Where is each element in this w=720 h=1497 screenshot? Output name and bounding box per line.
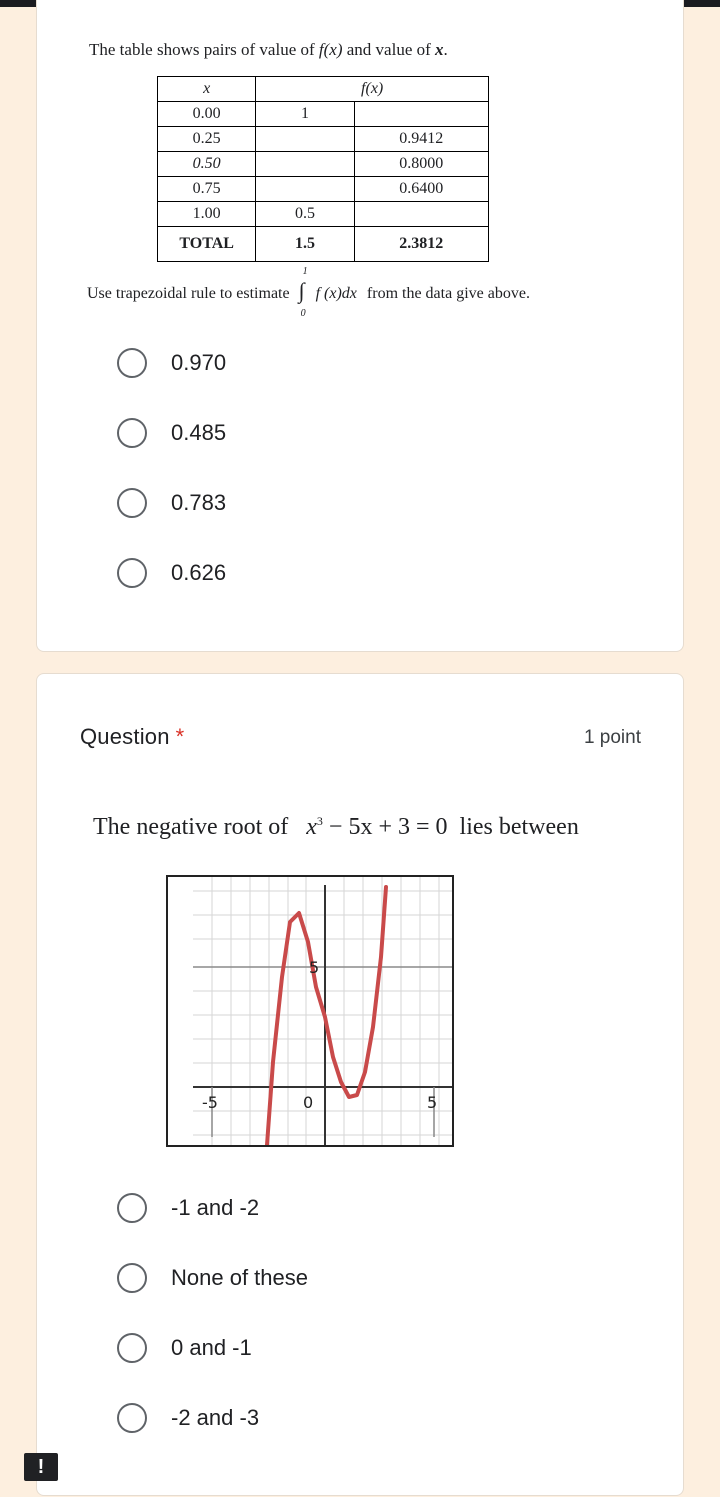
option-label: 0.626 bbox=[171, 560, 227, 585]
required-mark: * bbox=[175, 724, 185, 749]
radio-button[interactable] bbox=[117, 1403, 147, 1433]
radio-button[interactable] bbox=[117, 1193, 147, 1223]
question-card-1 bbox=[36, 0, 684, 652]
cell: 1.5 bbox=[256, 227, 354, 262]
cell: 0.00 bbox=[158, 102, 256, 127]
question-title-text: Question bbox=[80, 724, 170, 749]
question-text-pre: The negative root of bbox=[93, 814, 289, 840]
cell: 0.9412 bbox=[354, 127, 488, 152]
integral-sign bbox=[298, 266, 312, 319]
header-fx-label: f(x) bbox=[361, 80, 384, 97]
value-table bbox=[157, 76, 489, 262]
table-header-row bbox=[158, 77, 489, 102]
header-x bbox=[158, 77, 256, 102]
cell bbox=[354, 102, 488, 127]
option-2[interactable] bbox=[117, 418, 226, 448]
graph-svg bbox=[168, 877, 452, 1145]
cell: 0.8000 bbox=[354, 152, 488, 177]
equation-rest: − 5x + 3 = 0 bbox=[322, 814, 448, 840]
integral-lower: 0 bbox=[300, 308, 306, 319]
table-row bbox=[158, 202, 489, 227]
header-fx bbox=[256, 77, 489, 102]
intro-text-mid: and value of bbox=[342, 40, 436, 59]
radio-button[interactable] bbox=[117, 488, 147, 518]
question-intro bbox=[89, 40, 448, 60]
integrand: f (x)dx bbox=[315, 285, 357, 302]
question-text bbox=[93, 814, 579, 841]
equation-exponent: 3 bbox=[316, 814, 323, 828]
points-label: 1 point bbox=[583, 727, 641, 748]
cell bbox=[256, 177, 354, 202]
option-label: -1 and -2 bbox=[171, 1195, 260, 1220]
option-1[interactable] bbox=[117, 348, 226, 378]
integral-glyph: ∫ bbox=[298, 278, 305, 303]
cell-text: 0.50 bbox=[192, 155, 221, 172]
intro-text: The table shows pairs of value of bbox=[89, 40, 319, 59]
question-title bbox=[80, 724, 184, 750]
intro-x: x bbox=[435, 40, 444, 59]
radio-button[interactable] bbox=[117, 1263, 147, 1293]
option-label: 0.783 bbox=[171, 490, 227, 515]
prompt-text-post: from the data give above. bbox=[366, 285, 530, 302]
tick-label-x-neg5: -5 bbox=[202, 1093, 218, 1112]
radio-button[interactable] bbox=[117, 558, 147, 588]
radio-button[interactable] bbox=[117, 418, 147, 448]
cell: 0.6400 bbox=[354, 177, 488, 202]
option-label: 0 and -1 bbox=[171, 1335, 252, 1360]
option-3[interactable] bbox=[117, 488, 226, 518]
tick-label-x-zero: 0 bbox=[303, 1093, 314, 1112]
option-2[interactable] bbox=[117, 1263, 308, 1293]
radio-button[interactable] bbox=[117, 1333, 147, 1363]
intro-fx: f(x) bbox=[318, 40, 343, 59]
table-row bbox=[158, 102, 489, 127]
cell: TOTAL bbox=[158, 227, 256, 262]
intro-end: . bbox=[443, 40, 448, 59]
option-label: -2 and -3 bbox=[171, 1405, 260, 1430]
option-4[interactable] bbox=[117, 1403, 259, 1433]
table-row bbox=[158, 177, 489, 202]
exclamation-glyph: ! bbox=[37, 1455, 45, 1478]
tick-label-x-pos5: 5 bbox=[427, 1093, 438, 1112]
option-4[interactable] bbox=[117, 558, 226, 588]
function-graph bbox=[166, 875, 454, 1147]
cell: 0.25 bbox=[158, 127, 256, 152]
tick-label-y-pos5: 5 bbox=[309, 958, 320, 977]
option-3[interactable] bbox=[117, 1333, 252, 1363]
trapezoid-prompt bbox=[87, 266, 530, 319]
prompt-text: Use trapezoidal rule to estimate bbox=[87, 285, 290, 302]
cell: 0.75 bbox=[158, 177, 256, 202]
option-label: 0.970 bbox=[171, 350, 227, 375]
cell: 2.3812 bbox=[354, 227, 488, 262]
cell bbox=[256, 127, 354, 152]
question-text-post: lies between bbox=[459, 814, 579, 840]
radio-button[interactable] bbox=[117, 348, 147, 378]
cell bbox=[354, 202, 488, 227]
question-card-2 bbox=[36, 673, 684, 1496]
function-curve bbox=[267, 887, 386, 1145]
option-1[interactable] bbox=[117, 1193, 259, 1223]
cell bbox=[158, 152, 256, 177]
table-row bbox=[158, 127, 489, 152]
option-label: None of these bbox=[171, 1265, 308, 1290]
table-total-row bbox=[158, 227, 489, 262]
equation-x: x bbox=[306, 814, 317, 840]
header-x-label: x bbox=[203, 80, 211, 97]
table-row bbox=[158, 152, 489, 177]
cell: 0.5 bbox=[256, 202, 354, 227]
exclamation-icon[interactable] bbox=[24, 1453, 58, 1481]
cell: 1 bbox=[256, 102, 354, 127]
integral-upper: 1 bbox=[302, 266, 308, 277]
option-label: 0.485 bbox=[171, 420, 227, 445]
cell: 1.00 bbox=[158, 202, 256, 227]
cell bbox=[256, 152, 354, 177]
